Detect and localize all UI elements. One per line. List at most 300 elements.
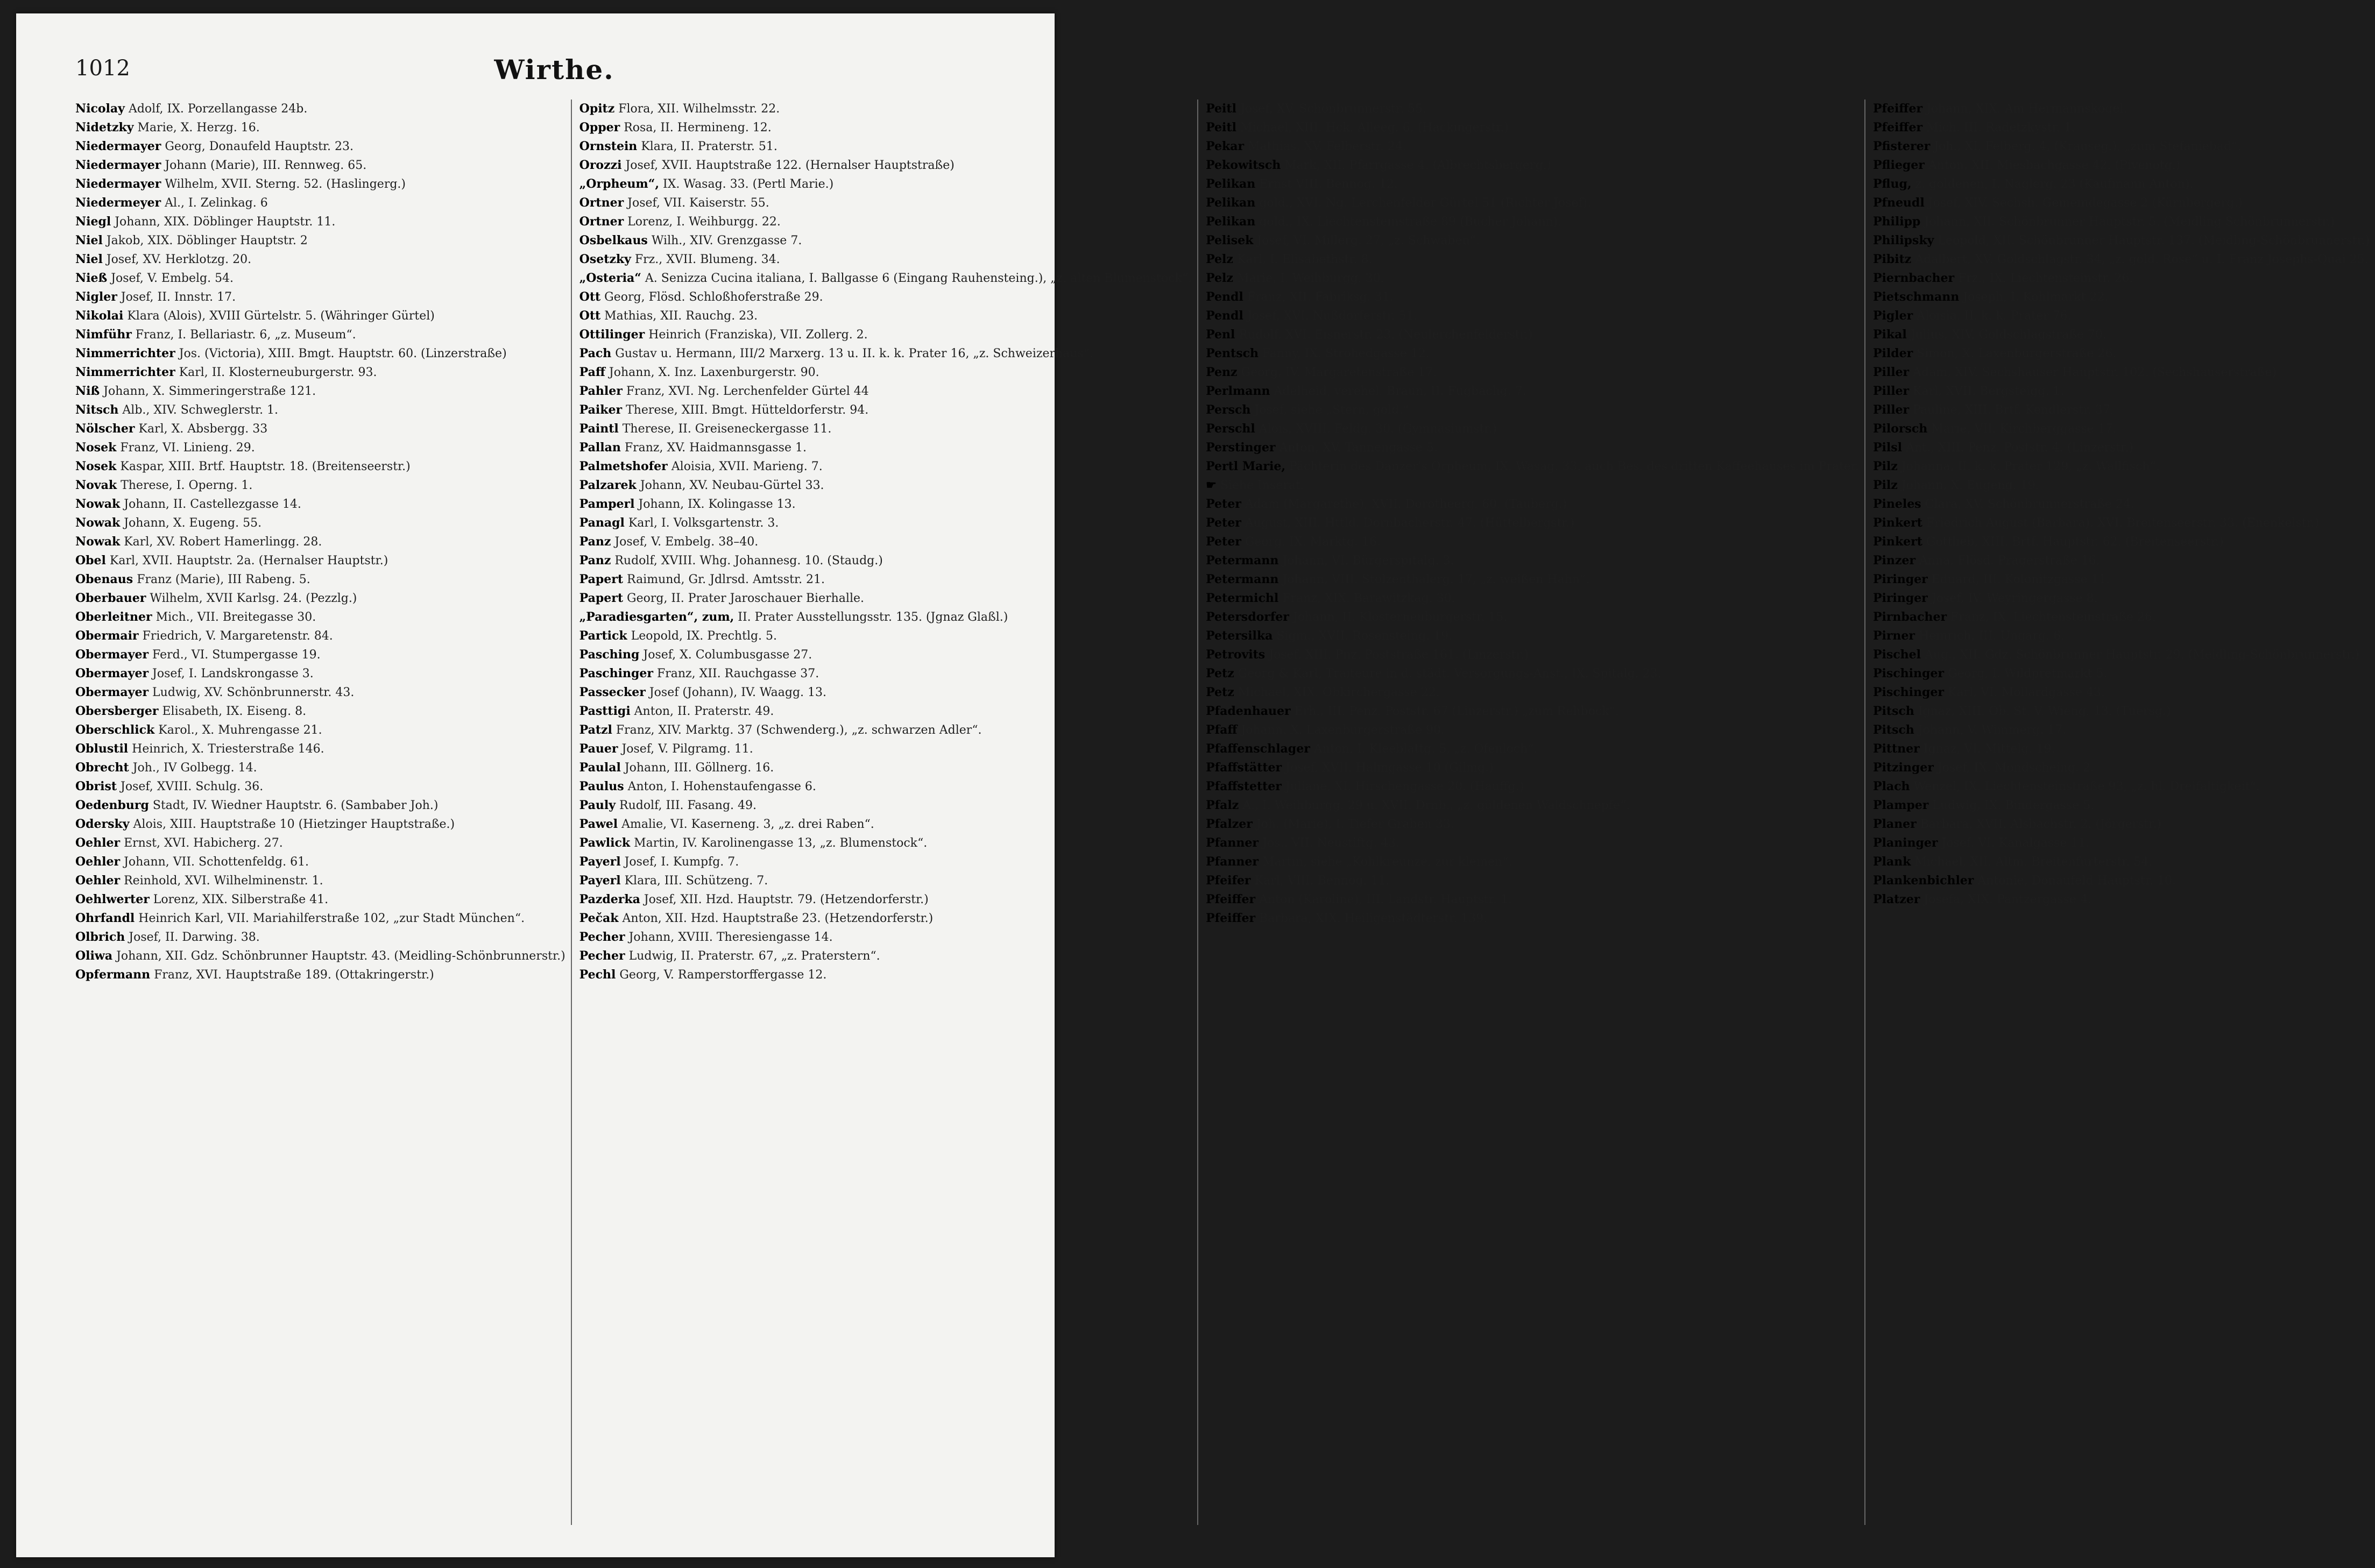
entry-details: Mich., VII. Breitegasse 30. [155, 611, 316, 624]
entry-name: Pentsch [1206, 346, 1259, 360]
entry-details: Amalie, VI. Kaserneng. 3, „z. drei Raben“. [621, 818, 874, 831]
page-number: 1012 [75, 56, 130, 81]
directory-entry [75, 420, 566, 438]
directory-entry [1873, 363, 2370, 382]
entry-details: Heinrich (Franziska), VII. Zollerg. 2. [648, 328, 868, 342]
directory-entry [75, 194, 566, 212]
entry-name: Nikolai [75, 309, 124, 323]
entry-details: Georg, V. Ramperstorffergasse 12. [619, 968, 827, 982]
directory-entry [75, 137, 566, 156]
directory-entry [75, 928, 566, 947]
directory-entry [579, 683, 1192, 702]
entry-name: Opfermann [75, 968, 151, 982]
entry-name: Obenaus [75, 572, 133, 586]
entry-name: Pfisterer [1872, 139, 1931, 153]
entry-name: Papert [579, 591, 623, 605]
entry-details: Michael, XIX. Obkirchergasse 22. [1238, 686, 1440, 699]
entry-details: Klara, II. Praterstr. 51. [641, 140, 777, 153]
directory-entry [75, 551, 566, 570]
entry-name: Pauly [579, 798, 616, 812]
entry-name: Pilz [1872, 459, 1898, 473]
directory-entry [75, 796, 566, 815]
directory-entry [1206, 853, 1859, 871]
entry-name: Petersilka [1206, 629, 1273, 643]
entry-details: Anton, XII. Miesbachgasse 42. (Pivenotg.) [1928, 159, 2181, 172]
entry-details: Karl, VI. Mollardgasse 43. [1947, 686, 2105, 699]
entry-details: Erh., III. Penz. Poststr. 67 (Linzerstr.) „zum Rehbock“. [1294, 705, 1619, 718]
directory-entry [1206, 702, 1859, 721]
directory-entry [1873, 175, 2370, 194]
directory-entry [75, 758, 566, 777]
entry-name: Pahler [579, 384, 623, 398]
directory-entry [75, 570, 566, 589]
entry-details: Johann, XIX. Am Hermannskogel. [1926, 102, 2127, 116]
entry-details: Karol., X. Muhrengasse 21. [158, 723, 322, 737]
directory-entry [1206, 533, 1859, 551]
directory-entry [1206, 344, 1859, 363]
entry-details: Alois, XVIII. Feldg. 30. (Gymnasiumstr.) [1259, 422, 1497, 436]
directory-column-3 [1206, 100, 1865, 1525]
entry-details: A., I. Weihburgg. 29 u. XVII. Drnb., „z. güldenen Waldschnepfe“. [1242, 799, 1630, 812]
entry-name: Peter [1206, 516, 1241, 530]
entry-name: Plach [1872, 779, 1910, 793]
entry-details: Georg, IV. Margaretenstraße 17. [1241, 366, 1437, 379]
entry-details: Clara, XV. Schönbrunnerstraße 24. [1925, 498, 2134, 511]
entry-name: Opitz [579, 102, 615, 116]
directory-entry [1206, 890, 1859, 909]
entry-details: Franz, I. Bellariastr. 6, „z. Museum“. [135, 328, 356, 342]
entry-name: Piller [1872, 403, 1910, 417]
entry-name: Pečak [579, 911, 619, 925]
entry-details: Joh., XI. Felberg. 4, (Krauseg.), „zum Stefaniebad“. [1934, 140, 2242, 153]
entry-name: ☛ [1206, 478, 1217, 492]
directory-entry [579, 533, 1192, 551]
entry-details: Wilhelm, XVII Karlsg. 24. (Pezzlg.) [150, 592, 357, 605]
entry-name: Panz [579, 535, 611, 549]
entry-details: Franz, XV. Haidmannsgasse 1. [624, 441, 807, 455]
entry-details: Kaspar, XIII. Brtf. Hauptstr. 18. (Breitenseerstr.) [120, 460, 411, 473]
directory-entry [579, 438, 1192, 457]
entry-name: Plankenbichler [1872, 874, 1974, 888]
entry-details: Anton, XV. Tannengasse 5. [1279, 441, 1438, 455]
entry-details: Anton, I. Kleeblattg. 5, „z. Ofenloch“. [1313, 742, 1538, 756]
entry-name: Panagl [579, 516, 625, 530]
entry-details: Josef, XV. Schönbrunnerstr. 55. [1240, 102, 1427, 116]
entry-details: Joseph, I. Kohlmarkt 22. [1963, 290, 2109, 304]
entry-name: Ottilinger [579, 328, 645, 342]
directory-entry [75, 457, 566, 476]
entry-details: Sigm., XVII. Rosensteing. 19. [1276, 629, 1453, 643]
directory-entry [1873, 533, 2370, 551]
entry-name: „Orpheum“, [579, 177, 660, 191]
entry-details: Josef, XVI. Nußdorferstr. 51. [1247, 309, 1418, 323]
entry-details: Juliane, XI. Hirschengasse 20. (Hauffg.) [1285, 780, 1524, 793]
entry-name: Paintl [579, 422, 619, 436]
directory-entry [1873, 608, 2370, 627]
directory-entry [1206, 250, 1859, 269]
entry-details: Johann, X. Simmeringerstraße 121. [103, 385, 316, 398]
directory-entry [1206, 777, 1859, 796]
entry-details: Karl, X. Absbergg. 33 [138, 422, 268, 436]
entry-name: Philipp [1872, 215, 1921, 229]
entry-details: Ignaz, VI. Mittelg. 19. [1923, 742, 2055, 756]
entry-name: Pamperl [579, 497, 635, 511]
entry-details: Julius, XIV. Goldschlagstraße 70. [1910, 328, 2107, 342]
directory-entry [579, 721, 1192, 740]
entry-name: Pelisek [1206, 233, 1254, 247]
entry-details: Josef, V. Embelg. 38–40. [614, 535, 759, 549]
directory-entry [75, 288, 566, 307]
directory-entry [579, 514, 1192, 533]
directory-entry [579, 269, 1192, 288]
entry-details: Barbara, XIX. Heiligenstädterstr. 139. [1259, 912, 1488, 925]
directory-entry [1206, 834, 1859, 853]
directory-entry [1873, 890, 2370, 909]
page-header [75, 54, 1033, 91]
entry-details: Ignaz, XIII. Ob. St. V. Wieng. 13. (Tuersg.) [1918, 705, 2171, 718]
directory-columns [75, 100, 2370, 1525]
entry-details: Friedrich, V. Margaretenstr. 84. [142, 629, 333, 643]
entry-name: Pischinger [1872, 685, 1944, 699]
entry-name: Passecker [579, 685, 646, 699]
directory-entry [75, 175, 566, 194]
entry-name: Obersberger [75, 704, 159, 718]
directory-entry [75, 476, 566, 495]
entry-name: Pazderka [579, 892, 640, 906]
directory-entry [1873, 118, 2370, 137]
directory-entry [1873, 344, 2370, 363]
entry-name: Perstinger [1206, 441, 1276, 455]
entry-name: Obrist [75, 779, 117, 793]
entry-name: Pendl [1206, 290, 1243, 304]
entry-details: Stadt, IV. Wiedner Hauptstr. 6. (Sambaber Joh.) [152, 799, 439, 812]
directory-entry [1206, 495, 1859, 514]
directory-entry [75, 608, 566, 627]
directory-entry [1873, 288, 2370, 307]
entry-details: Josef, siehe „Stern, gold.“ [1254, 403, 1409, 417]
entry-name: Pelz [1206, 252, 1233, 266]
entry-details: Josef, XVIII. Schulg. 36. [121, 780, 264, 793]
entry-details: Marie, VII. Kirchberggasse 17. [1931, 422, 2117, 436]
entry-name: Planer [1872, 817, 1917, 831]
directory-entry [1873, 871, 2370, 890]
directory-entry [579, 212, 1192, 231]
directory-entry [1206, 683, 1859, 702]
directory-entry [579, 664, 1192, 683]
entry-name: Pirnbacher [1872, 610, 1947, 624]
entry-details: Franz, XIX. Barawitzkag. 30. [1282, 592, 1455, 605]
entry-details: Lorenz, I. Weihburgg. 22. [627, 215, 781, 229]
directory-entry [579, 137, 1192, 156]
entry-name: Osbelkaus [579, 233, 648, 247]
entry-name: Obermayer [75, 666, 149, 680]
entry-details: August, XIII. Httld. Dornbacherstr. 47. (Hüttelbergstr.) [1245, 516, 1575, 530]
directory-entry [1206, 212, 1859, 231]
directory-entry [1873, 194, 2370, 212]
directory-entry [579, 307, 1192, 325]
directory-entry [1873, 683, 2370, 702]
entry-name: Papert [579, 572, 623, 586]
directory-column-2 [579, 100, 1198, 1525]
directory-entry [75, 664, 566, 683]
directory-entry [1873, 156, 2370, 175]
directory-entry [1873, 721, 2370, 740]
entry-details: Alb., XIV. Schweglerstr. 1. [122, 403, 279, 417]
directory-entry [1873, 269, 2370, 288]
entry-name: Pinzer [1872, 554, 1915, 567]
entry-details: IX. Wasag. 33. (Pertl Marie.) [663, 178, 834, 191]
entry-details: Leopold, IX. Prechtlg. 5. [631, 629, 777, 643]
entry-name: Pekar [1206, 139, 1245, 153]
entry-name: Oedenburg [75, 798, 149, 812]
entry-name: Petrovits [1206, 648, 1266, 662]
entry-details: Franz, XII. Rauchgasse 37. [656, 667, 819, 680]
entry-name: Nimmerrichter [75, 346, 175, 360]
directory-entry [75, 702, 566, 721]
entry-name: Petz [1206, 666, 1234, 680]
entry-name: Niel [75, 233, 103, 247]
entry-name: „Osteria“ [579, 271, 641, 285]
entry-name: Nimführ [75, 328, 132, 342]
directory-entry [1206, 420, 1859, 438]
entry-name: Plank [1872, 855, 1911, 869]
entry-details: Michael, XIII. Hck. Alleeg. 6. (Hackingerstr.) [1240, 121, 1509, 134]
entry-details: Johann, V. Wimmerg. 17. [1918, 723, 2067, 737]
entry-name: Panz [579, 554, 611, 567]
entry-details: Johann, XIX. Döblinger Hauptstr. 11. [115, 215, 336, 229]
entry-name: Pecher [579, 949, 625, 963]
entry-details: Adam, XIV. Sechshauser Hauptstr. 102. (Sechshauserstraße) [1913, 366, 2277, 379]
directory-entry [579, 401, 1192, 420]
entry-name: Plamper [1872, 798, 1929, 812]
entry-details: Adelheid, verehel. Braun, II. Fugbachg. 7. [1274, 385, 1526, 398]
entry-name: Petermichl [1206, 591, 1279, 605]
entry-name: Pelikan [1206, 196, 1256, 210]
directory-entry [1206, 269, 1859, 288]
entry-name: Pauer [579, 742, 618, 756]
entry-name: Nowak [75, 516, 121, 530]
directory-entry [579, 156, 1192, 175]
entry-details: Josef, XV. Herklotzg. 20. [106, 253, 252, 266]
directory-entry [579, 796, 1192, 815]
directory-entry [1873, 796, 2370, 815]
entry-details: z. goldenen, I. Naglerg. 23 (Kaufmann Anton). [1915, 178, 2194, 191]
entry-name: Olbrich [75, 930, 125, 944]
entry-details: Siehe Inserat. [1220, 479, 1304, 492]
entry-details: Pächterin des Danzer's Orpheum, IX. Wasag. 33. auch Bes. des dritten Kaffeehauses im Prater. [1289, 460, 1859, 473]
entry-name: Pilorsch [1872, 422, 1928, 436]
entry-name: Pasttigi [579, 704, 631, 718]
directory-entry [579, 928, 1192, 947]
entry-name: Ott [579, 290, 601, 304]
directory-entry [1873, 758, 2370, 777]
entry-details: Georg, IX. Marktg. 16. [1245, 535, 1381, 549]
entry-details: Friedrich August (Barbara), XVI. Breitenseerstr. 33. (Enenkelstr.) [1926, 516, 2320, 530]
entry-name: Piringer [1872, 572, 1928, 586]
directory-entry [1873, 212, 2370, 231]
entry-name: Nosek [75, 459, 117, 473]
directory-entry [1873, 815, 2370, 834]
entry-details: Josef, XVII. Hauptstraße 122. (Hernalser Hauptstraße) [625, 159, 955, 172]
entry-details: Mich. III. Radetzkystr. 1. [1926, 121, 2075, 134]
directory-entry [1206, 796, 1859, 815]
directory-entry [75, 853, 566, 871]
entry-name: Pischel [1872, 648, 1921, 662]
directory-entry [1206, 627, 1859, 645]
entry-details: Barbara, XVII. Alsbachstr. 2. (Jörgerstr.) [1920, 818, 2161, 831]
entry-name: Oehler [75, 855, 121, 869]
directory-entry [1206, 476, 1859, 495]
directory-entry [1206, 871, 1859, 890]
directory-entry [1206, 758, 1859, 777]
entry-details: Heinrich, III. Ungarg. 6. [1919, 629, 2065, 643]
directory-entry [1873, 137, 2370, 156]
entry-details: Johann, XII. Gdz. Schönbrunner Hauptstr. 43. (Meidling-Schönbrunnerstr.) [116, 949, 566, 963]
entry-details: Anna, Flösd. Pragerstraße 16. [1919, 554, 2100, 567]
entry-name: Nicolay [75, 102, 125, 116]
entry-name: Pfneudl [1872, 196, 1925, 210]
entry-details: Martin, siehe „Kohlkreunze, zur kleinen“. [1262, 855, 1512, 869]
entry-name: Pibitz [1872, 252, 1912, 266]
entry-details: Anton, II. Praterstr. 49. [634, 705, 774, 718]
directory-entry [1206, 457, 1859, 476]
entry-details: Karl, I. Volksgartenstr. 3. [628, 516, 779, 530]
entry-details: Jos. (Victoria), XIII. Bmgt. Hauptstr. 60. (Linzerstraße) [179, 347, 507, 360]
entry-name: Pitsch [1872, 704, 1914, 718]
entry-details: Josef, VI. Millerg. 27, „z. Schwaben“. [1257, 234, 1480, 247]
entry-details: Adalbert, XV. Goldschlagstr. 34, „z. gold. Rose“ u. I. Franz Josephs-Quai 25. [1915, 253, 2369, 266]
entry-name: „Paradiesgarten“, zum, [579, 610, 734, 624]
entry-details: Aloisia, XVII. Marieng. 7. [671, 460, 823, 473]
entry-name: Pitzinger [1872, 761, 1934, 775]
directory-entry [1873, 702, 2370, 721]
entry-details: Ludwig, XV. Schönbrunnerstr. 43. [152, 686, 355, 699]
directory-entry [579, 909, 1192, 928]
entry-details: Karl, VIII. Bennog. 11. [1254, 874, 1390, 888]
directory-entry [75, 401, 566, 420]
entry-details: Flora, XII. Wilhelmsstr. 22. [618, 102, 780, 116]
entry-name: Pitsch [1872, 723, 1914, 737]
directory-entry [75, 815, 566, 834]
entry-name: Oehler [75, 836, 121, 850]
entry-name: Peitl [1206, 102, 1236, 116]
entry-details: Joh. (Marie), I. Tiefer Graben 33. [1256, 818, 1454, 831]
directory-entry [579, 363, 1192, 382]
entry-details: Anton, XII. Hzd. Hauptstraße 23. (Hetzendorferstr.) [622, 912, 934, 925]
entry-details: Fanny, IX. Strohedgasse 12. [1262, 347, 1430, 360]
entry-details: Rudolf, III. Fasang. 49. [619, 799, 757, 812]
entry-name: Palmetshofer [579, 459, 668, 473]
entry-name: Niedermayer [75, 177, 161, 191]
directory-entry [75, 438, 566, 457]
entry-details: Karl, XVII. Bergsteigg. 1. [1913, 385, 2065, 398]
entry-name: Perlmann [1206, 384, 1270, 398]
entry-name: Pineles [1872, 497, 1921, 511]
entry-name: Pfalz [1206, 798, 1239, 812]
directory-entry [1206, 382, 1859, 401]
entry-name: Pflieger [1872, 158, 1925, 172]
entry-name: Pischinger [1872, 666, 1944, 680]
directory-entry [1873, 476, 2370, 495]
directory-entry [1206, 645, 1859, 664]
entry-name: Paschinger [579, 666, 653, 680]
directory-entry [1873, 495, 2370, 514]
directory-entry [1206, 118, 1859, 137]
directory-entry [1206, 231, 1859, 250]
entry-details: Georg, I. Wildpretmarkt 5. [1947, 667, 2108, 680]
entry-details: Karl, XVII. Hauptstr. 2a. (Hernalser Hauptstr.) [109, 554, 388, 567]
entry-name: Pfeiffer [1206, 892, 1256, 906]
entry-name: Nitsch [75, 403, 119, 417]
entry-name: Pawel [579, 817, 618, 831]
entry-name: Platzer [1872, 892, 1920, 906]
entry-details: Mark, XII. Pfarrgasse 4. (Albrechtsbergerg.) [1284, 159, 1552, 172]
entry-details: Josef, VI. Kanalgasse 11. [1941, 836, 2090, 850]
entry-name: Pigler [1872, 309, 1913, 323]
directory-entry [1873, 777, 2370, 796]
entry-name: Nowak [75, 535, 121, 549]
directory-entry [1206, 175, 1859, 194]
directory-entry [75, 231, 566, 250]
directory-entry [75, 645, 566, 664]
entry-name: Pechl [579, 968, 616, 982]
entry-details: Ernst, XVI. Habicherg. 27. [124, 836, 283, 850]
entry-details: Josef, I. Kumpfg. 7. [624, 855, 739, 869]
entry-details: Josef, XIV. Sechsh. Gemeindegasse 2 (Kürnbergerg.) [1928, 196, 2243, 210]
entry-name: Ohrfandl [75, 911, 135, 925]
directory-entry [75, 307, 566, 325]
entry-details: Anton (Karoline), III. Landstr. Hauptstr. 1. [1259, 893, 1512, 906]
entry-details: Eduard, III. Kolonitzgasse 11. [1931, 573, 2110, 586]
entry-name: Pittner [1872, 742, 1920, 756]
directory-entry [1206, 307, 1859, 325]
entry-details: Marie, I. Weihburgg. 30. [1236, 272, 1384, 285]
directory-column-4 [1873, 100, 2375, 1525]
entry-details: Josef, X. Columbusgasse 27. [643, 648, 812, 662]
entry-details: Josef, XII. Hzd. Hauptstr. 79. (Hetzendorferstr.) [644, 893, 929, 906]
directory-entry [1873, 645, 2370, 664]
entry-details: Wenzel, IX. Liechtensteinstraße 93, „z. hl. Dreifaltigkeit“. [1913, 780, 2260, 793]
entry-details: Raimund, Gr. Jdlrsd. Amtsstr. 21. [627, 573, 825, 586]
entry-name: Petersdorfer [1206, 610, 1289, 624]
entry-details: Ernst VIII. Bennog. 12. [1259, 178, 1398, 191]
entry-name: Oberschlick [75, 723, 155, 737]
entry-details: Johann (Marie), III. Rennweg. 65. [165, 159, 367, 172]
entry-name: Pfaff [1206, 723, 1238, 737]
directory-entry [1873, 307, 2370, 325]
entry-details: Franz, XVI. Ng. Lerchenfelder Gürtel 44 [626, 385, 869, 398]
entry-name: Odersky [75, 817, 130, 831]
directory-entry [579, 740, 1192, 758]
directory-entry [1873, 853, 2370, 871]
entry-details: Therese, XIII. Bmgt. Hütteldorferstr. 94. [626, 403, 869, 417]
entry-name: Nieß [75, 271, 108, 285]
entry-name: Peitl [1206, 120, 1236, 134]
entry-details: Ant., XIII. Penz. Poststr. 4. (Linzerstr.) [1905, 441, 2133, 455]
directory-entry [579, 834, 1192, 853]
entry-name: Pfadenhauer [1206, 704, 1291, 718]
entry-name: Philipsky [1872, 233, 1934, 247]
entry-details: Aloisia, II. k. k. Prater 76. [1917, 309, 2072, 323]
entry-name: Peter [1206, 497, 1241, 511]
entry-details: Johann, XV. Neubau-Gürtel 33. [640, 479, 824, 492]
entry-name: Pecher [579, 930, 625, 944]
directory-entry [1206, 815, 1859, 834]
entry-name: Persch [1206, 403, 1251, 417]
entry-name: Osetzky [579, 252, 631, 266]
directory-entry [75, 683, 566, 702]
entry-name: Ortner [579, 196, 624, 210]
